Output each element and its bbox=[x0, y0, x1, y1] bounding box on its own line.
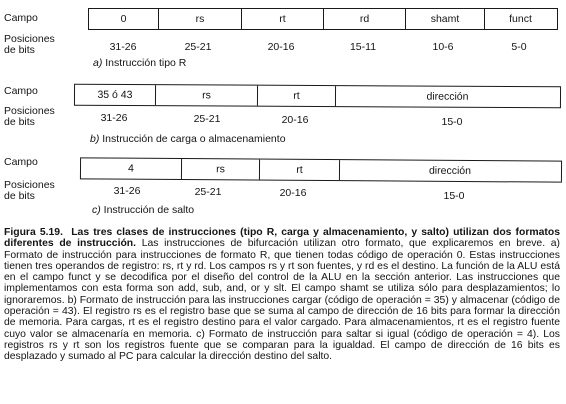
field-label: Campo bbox=[4, 12, 38, 24]
field-rd: rd bbox=[323, 9, 405, 29]
caption-text: Instrucción de carga o almacenamiento bbox=[102, 133, 286, 145]
bits-address: 15-0 bbox=[443, 190, 465, 202]
bits-rt: 20-16 bbox=[267, 41, 295, 53]
bits-opcode: 31-26 bbox=[109, 41, 137, 53]
field-row bbox=[80, 157, 562, 182]
caption-letter: a) bbox=[93, 57, 103, 69]
field-funct: funct bbox=[484, 9, 556, 29]
bits-shamt: 10-6 bbox=[432, 41, 454, 53]
figure-caption bbox=[4, 227, 560, 363]
field-rs: rs bbox=[158, 9, 241, 29]
field-label: Campo bbox=[4, 156, 38, 168]
figure-body: Las instrucciones de bifurcación utilizan otro formato, que explicaremos en breve. a) Formato de instrucción para instrucciones de formato R, que tienen todas código de operación 0. Estas instrucciones tienen tres operandos de registro: rs, rt y rd. Los campos rs y rt son fuentes, y rd es el destino. La función de la ALU está en el campo funct y se decodifica por el diseño del control de la ALU en la sección anterior. Las instrucciones que implementamos con esta forma son add, sub, and, or y slt. El campo shamt se utiliza sólo para desplazamientos; lo ignoraremos. b) Formato de instrucción para las instrucciones cargar (código de operación = 35) y almacenar (código de operación = 43). El registro rs es el registro base que se suma al campo de dirección de 16 bits para formar la dirección de memoria. Para cargas, rt es el registro destino para el valor cargado. Para almacenamientos, rt es el registro fuente cuyo valor se almacenaría en memoria. c) Formato de instrucción para saltar si igual (código de operación = 4). Los registros rs y rt son los registros fuente que se comparan para la igualdad. El campo de dirección de 16 bits es desplazado y sumado al PC para calcular la dirección destino del salto. bbox=[4, 238, 561, 363]
field-rs: rs bbox=[181, 159, 259, 180]
field-rt: rt bbox=[241, 9, 323, 29]
figure-title: Las tres clases de instrucciones (tipo R, carga y almacenamiento, y salto) utilizan dos formatos diferentes de instrucción. bbox=[4, 227, 561, 250]
format-caption bbox=[92, 204, 194, 216]
field-row bbox=[74, 84, 561, 109]
bits-rs: 25-21 bbox=[194, 186, 222, 198]
format-caption bbox=[93, 57, 186, 69]
figure-number: Figura 5.19. bbox=[4, 227, 63, 238]
bits-rs: 25-21 bbox=[184, 41, 212, 53]
bits-label-line1: Posiciones bbox=[4, 179, 55, 191]
field-rt: rt bbox=[259, 160, 339, 181]
caption-text: Instrucción de salto bbox=[103, 204, 195, 216]
bits-label-line2: de bits bbox=[4, 116, 35, 128]
caption-letter: c) bbox=[92, 204, 101, 216]
field-rt: rt bbox=[257, 86, 335, 106]
field-row bbox=[88, 8, 558, 30]
caption-text: Instrucción tipo R bbox=[105, 57, 187, 69]
bits-rt: 20-16 bbox=[279, 187, 307, 199]
field-opcode: 0 bbox=[120, 13, 127, 25]
format-caption bbox=[90, 133, 286, 145]
field-label: Campo bbox=[4, 85, 38, 97]
field-rs: rs bbox=[155, 85, 257, 106]
figure-paragraph bbox=[4, 227, 560, 363]
bits-opcode: 31-26 bbox=[100, 112, 128, 124]
bits-label-line2: de bits bbox=[4, 44, 35, 56]
bits-rt: 20-16 bbox=[281, 114, 309, 126]
bits-rd: 15-11 bbox=[349, 41, 377, 53]
field-shamt: shamt bbox=[405, 9, 484, 29]
bits-address: 15-0 bbox=[441, 116, 463, 128]
field-opcode: 4 bbox=[128, 162, 134, 175]
caption-letter: b) bbox=[90, 133, 100, 145]
bits-funct: 5-0 bbox=[511, 41, 527, 53]
field-opcode: 35 ó 43 bbox=[97, 88, 133, 102]
field-address: dirección bbox=[335, 86, 559, 107]
bits-label-line2: de bits bbox=[4, 190, 35, 202]
bits-opcode: 31-26 bbox=[113, 185, 141, 197]
field-address: dirección bbox=[339, 160, 560, 182]
bits-label-line1: Posiciones bbox=[4, 33, 55, 45]
bits-label-line1: Posiciones bbox=[4, 105, 55, 117]
bits-rs: 25-21 bbox=[193, 113, 221, 125]
